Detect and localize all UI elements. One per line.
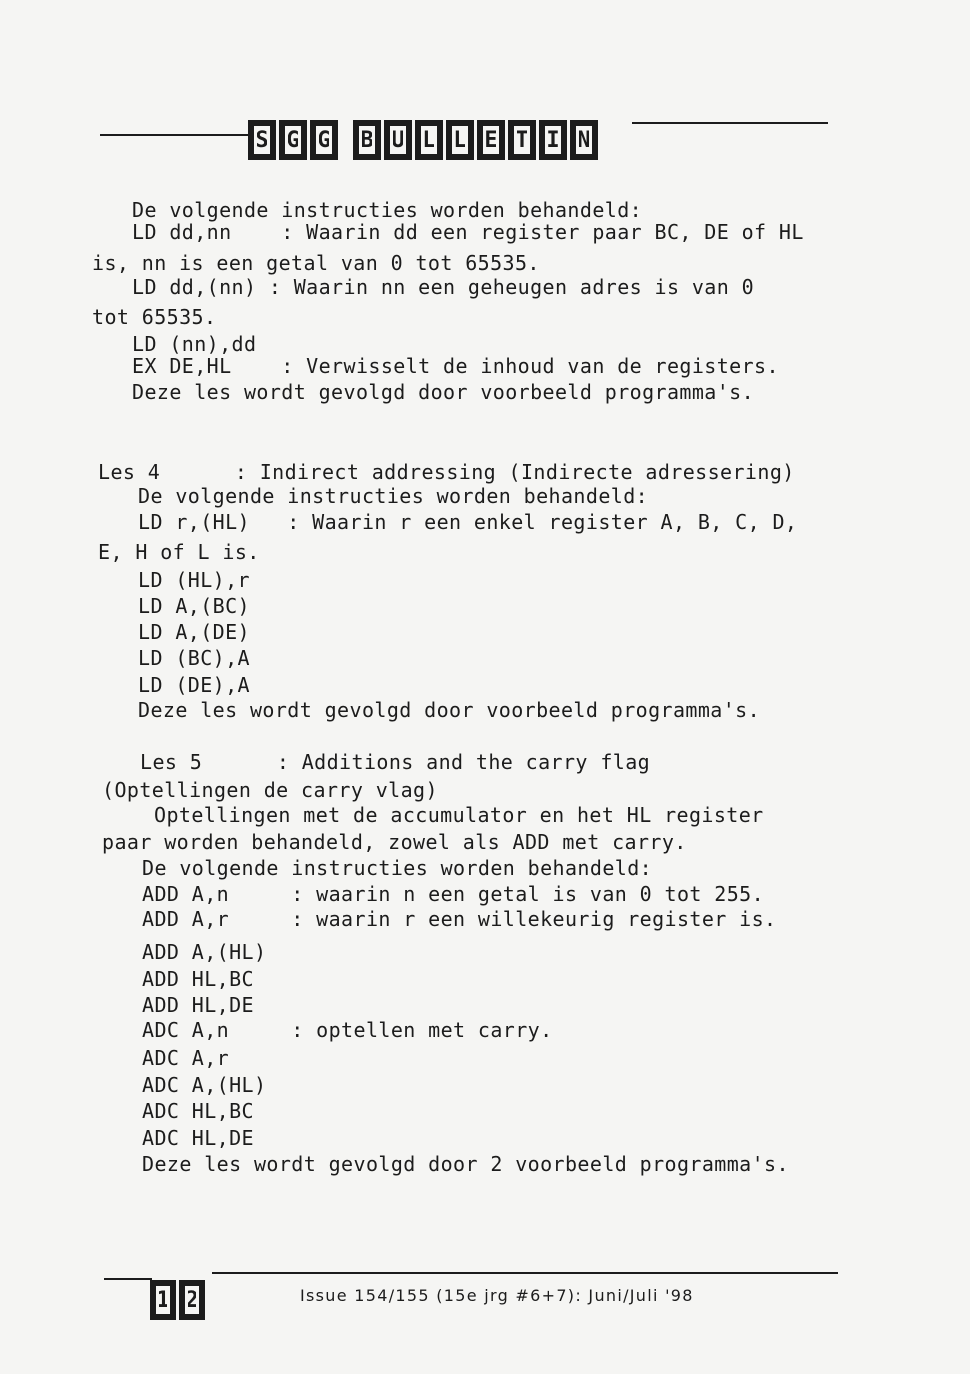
text-line: De volgende instructies worden behandeld: — [132, 198, 643, 222]
logo-tile: G — [310, 120, 338, 160]
logo-tile: G — [279, 120, 307, 160]
text-line: paar worden behandeld, zowel als ADD met carry. — [102, 830, 687, 854]
lesson-heading: Les 4 : Indirect addressing (Indirecte adressering) — [98, 460, 795, 484]
page-number-tile: 1 — [150, 1280, 176, 1320]
text-line: is, nn is een getal van 0 tot 65535. — [92, 251, 540, 275]
logo-tile: L — [446, 120, 474, 160]
logo-tile: B — [353, 120, 381, 160]
text-line: ADC HL,DE — [142, 1126, 254, 1150]
issue-line: Issue 154/155 (15e jrg #6+7): Juni/Juli '98 — [300, 1286, 694, 1305]
logo-tile: I — [539, 120, 567, 160]
text-line: LD (DE),A — [138, 673, 250, 697]
text-line: De volgende instructies worden behandeld: — [138, 484, 649, 508]
logo-tile: U — [384, 120, 412, 160]
footer-rule-right — [212, 1272, 838, 1274]
logo-tile: S — [248, 120, 276, 160]
text-line: ADD A,r : waarin r een willekeurig register is. — [142, 907, 777, 931]
text-line: Deze les wordt gevolgd door voorbeeld programma's. — [132, 380, 755, 404]
text-line: tot 65535. — [92, 305, 217, 329]
logo-tile: N — [570, 120, 598, 160]
text-line: ADC HL,BC — [142, 1099, 254, 1123]
logo-tile: E — [477, 120, 505, 160]
logo-tile: L — [415, 120, 443, 160]
text-line: LD A,(DE) — [138, 620, 250, 644]
header-rule-right — [632, 122, 828, 124]
text-line: ADD A,(HL) — [142, 940, 267, 964]
page-number-tile: 2 — [179, 1280, 205, 1320]
text-line: (Optellingen de carry vlag) — [102, 778, 438, 802]
text-line: E, H of L is. — [98, 540, 260, 564]
text-line: EX DE,HL : Verwisselt de inhoud van de registers. — [132, 354, 779, 378]
text-line: LD dd,nn : Waarin dd een register paar BC, DE of HL — [132, 220, 804, 244]
text-line: ADD A,n : waarin n een getal is van 0 tot 255. — [142, 882, 765, 906]
lesson-heading: Les 5 : Additions and the carry flag — [140, 750, 651, 774]
text-line: ADC A,(HL) — [142, 1073, 267, 1097]
page-number — [150, 1280, 208, 1320]
text-line: LD r,(HL) : Waarin r een enkel register A, B, C, D, — [138, 510, 798, 534]
text-line: ADC A,r — [142, 1046, 230, 1070]
text-line: LD A,(BC) — [138, 594, 250, 618]
text-line: Deze les wordt gevolgd door 2 voorbeeld programma's. — [142, 1152, 789, 1176]
header-rule-left — [100, 134, 248, 136]
text-line: ADD HL,BC — [142, 967, 254, 991]
text-line: LD (nn),dd — [132, 332, 257, 356]
logo-tile: T — [508, 120, 536, 160]
text-line: ADC A,n : optellen met carry. — [142, 1018, 553, 1042]
text-line: ADD HL,DE — [142, 993, 254, 1017]
text-line: Deze les wordt gevolgd door voorbeeld programma's. — [138, 698, 761, 722]
text-line: LD (HL),r — [138, 568, 250, 592]
text-line: LD (BC),A — [138, 646, 250, 670]
bulletin-logo — [248, 120, 601, 160]
text-line: Optellingen met de accumulator en het HL register — [154, 803, 764, 827]
footer-rule-left — [104, 1278, 152, 1280]
text-line: LD dd,(nn) : Waarin nn een geheugen adres is van 0 — [132, 275, 755, 299]
text-line: De volgende instructies worden behandeld: — [142, 856, 653, 880]
